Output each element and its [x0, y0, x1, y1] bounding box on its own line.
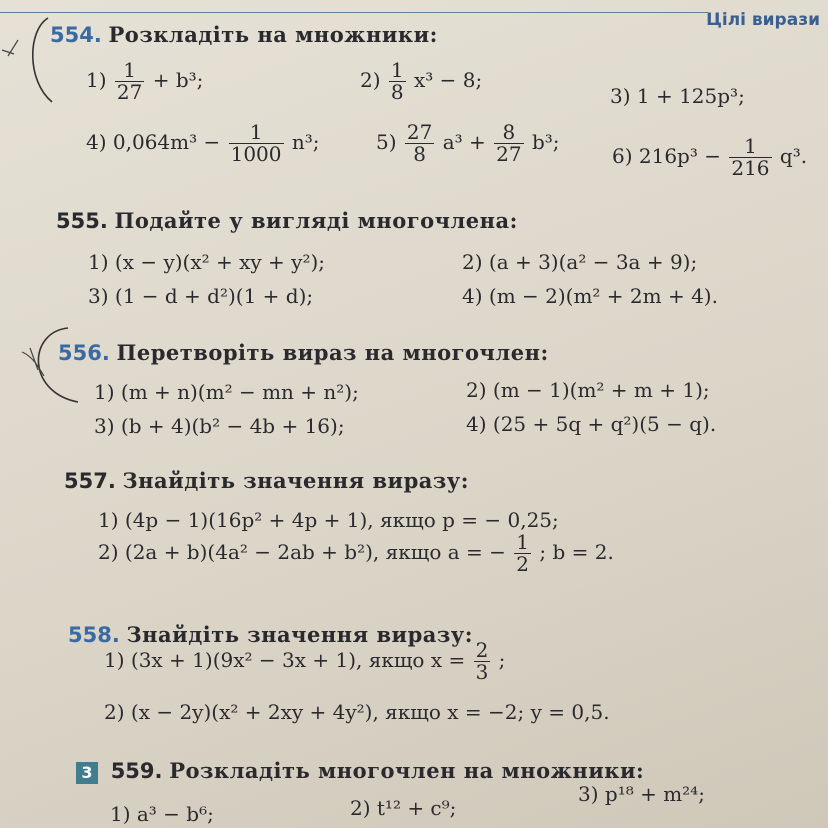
- ex554-item6-text: 6) 216p³ −: [612, 144, 721, 168]
- ex554-item4-fraction: [229, 122, 284, 165]
- ex556-item1: 1) (m + n)(m² − mn + n²);: [94, 380, 359, 404]
- ex557-item2-text: 2) (2a + b)(4a² − 2ab + b²), якщо a = −: [98, 540, 506, 564]
- ex557-item2-fraction: [514, 532, 531, 575]
- ex557-number: 557.: [64, 469, 116, 493]
- numerator: 1: [516, 530, 529, 554]
- ex559-heading: [76, 758, 644, 784]
- ex554-item5-rest: b³;: [531, 130, 560, 154]
- denominator: 1000: [230, 142, 282, 166]
- ex554-item6-rest: q³.: [779, 144, 808, 168]
- ex554-item1-label: 1): [86, 68, 107, 92]
- ex554-item2: [360, 60, 482, 103]
- ex557-item2-rest: ; b = 2.: [539, 540, 614, 564]
- ex556-number: 556.: [58, 341, 110, 365]
- ex556-item4: 4) (25 + 5q + q²)(5 − q).: [466, 412, 717, 436]
- ex554-title: Розкладіть на множники:: [108, 22, 438, 47]
- denominator: 27: [496, 142, 522, 166]
- ex554-item4: [86, 122, 320, 165]
- ex558-item1-fraction: [474, 640, 491, 683]
- ex554-item4-text: 4) 0,064m³ −: [86, 130, 221, 154]
- ex557-item1: 1) (4p − 1)(16p² + 4p + 1), якщо p = − 0,25;: [98, 508, 559, 532]
- numerator: 27: [406, 120, 433, 144]
- ex554-item2-fraction: [389, 60, 406, 103]
- ex556-title: Перетворіть вираз на многочлен:: [116, 340, 549, 365]
- ex554-item4-rest: n³;: [291, 130, 320, 154]
- numerator: 1: [229, 122, 284, 144]
- ex555-item1: 1) (x − y)(x² + xy + y²);: [88, 250, 326, 274]
- ex556-item3: 3) (b + 4)(b² − 4b + 16);: [94, 414, 345, 438]
- ex558-item2: 2) (x − 2y)(x² + 2xy + 4y²), якщо x = −2; y = 0,5.: [104, 700, 610, 724]
- ex555-item4: 4) (m − 2)(m² + 2m + 4).: [462, 284, 718, 308]
- denominator: 216: [731, 156, 770, 180]
- denominator: 8: [413, 142, 426, 166]
- level-badge: 3: [76, 762, 98, 784]
- ex558-item1-rest: ;: [498, 648, 506, 672]
- ex555-number: 555.: [56, 209, 108, 233]
- ex555-item3: 3) (1 − d + d²)(1 + d);: [88, 284, 314, 308]
- ex559-number: 559.: [110, 759, 163, 783]
- numerator: 1: [115, 60, 144, 82]
- ex557-item2: [98, 532, 614, 575]
- numerator: 2: [475, 638, 489, 662]
- ex554-item1-rest: + b³;: [152, 68, 204, 92]
- ex557-heading: [64, 468, 469, 493]
- ex559-item2: 2) t¹² + c⁹;: [350, 796, 457, 820]
- ex559-item3: 3) p¹⁸ + m²⁴;: [578, 782, 705, 806]
- section-header: Цілі вирази: [706, 10, 820, 30]
- ex554-item3: 3) 1 + 125p³;: [610, 84, 745, 108]
- ex554-heading: [50, 22, 438, 47]
- ex558-title: Знайдіть значення виразу:: [126, 622, 473, 647]
- numerator: 1: [729, 136, 771, 158]
- ex554-item6-fraction: [729, 136, 771, 179]
- denominator: 3: [475, 660, 489, 684]
- ex554-item1-fraction: [115, 60, 144, 103]
- ex559-title: Розкладіть многочлен на множники:: [169, 758, 645, 783]
- ex554-item5-mid: a³ +: [442, 130, 486, 154]
- ex554-item5-fraction1: [405, 122, 434, 165]
- ex558-item1-text: 1) (3x + 1)(9x² − 3x + 1), якщо x =: [104, 648, 466, 672]
- ex554-number: 554.: [50, 23, 102, 47]
- denominator: 27: [116, 80, 143, 104]
- ex555-title: Подайте у вигляді многочлена:: [114, 208, 518, 233]
- ex554-item5-label: 5): [376, 130, 397, 154]
- denominator: 8: [390, 80, 404, 104]
- denominator: 2: [516, 552, 529, 576]
- ex554-item1: [86, 60, 203, 103]
- ex554-item5: [376, 122, 560, 165]
- ex555-item2: 2) (a + 3)(a² − 3a + 9);: [462, 250, 698, 274]
- ex554-item2-label: 2): [360, 68, 381, 92]
- ex558-number: 558.: [68, 623, 120, 647]
- ex554-item2-rest: x³ − 8;: [413, 68, 483, 92]
- ex554-item5-fraction2: [494, 122, 523, 165]
- ex555-heading: [56, 208, 518, 233]
- ex556-heading: [58, 340, 549, 365]
- ex554-item6: [612, 136, 807, 179]
- ex559-item1: 1) a³ − b⁶;: [110, 802, 214, 826]
- numerator: 1: [390, 58, 404, 82]
- ex556-item2: 2) (m − 1)(m² + m + 1);: [466, 378, 710, 402]
- numerator: 8: [494, 122, 523, 144]
- ex557-title: Знайдіть значення виразу:: [122, 468, 469, 493]
- ex558-item1: [104, 640, 505, 683]
